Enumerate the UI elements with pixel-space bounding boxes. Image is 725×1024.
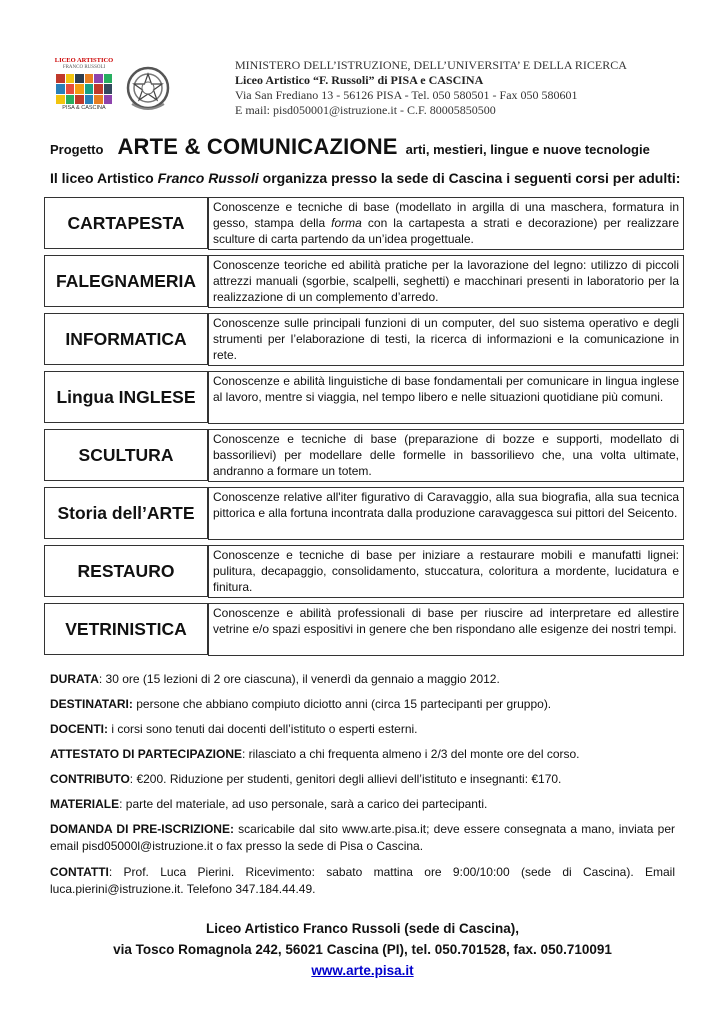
website-link[interactable]: www.arte.pisa.it [311, 963, 414, 978]
course-row [44, 197, 680, 249]
course-row [44, 603, 680, 655]
logo-text-top: LICEO ARTISTICO [54, 57, 114, 64]
logo-mosaic [56, 74, 112, 104]
info-contacts [50, 864, 675, 897]
info-label: CONTATTI [50, 865, 109, 879]
course-description: Conoscenze relative all'iter figurativo di Caravaggio, alla sua biografia, alla sua tecnica pittorica e alla fortuna incontrata dalla produzione caravaggesca sui pittori del Seicento. [208, 487, 684, 540]
course-desc-emphasis: forma [331, 216, 362, 231]
course-name: RESTAURO [44, 545, 208, 597]
title-main: ARTE & COMUNICAZIONE [117, 134, 398, 159]
info-label: DOCENTI: [50, 722, 108, 736]
info-materials [50, 796, 675, 813]
title-subtitle: arti, mestieri, lingue e nuove tecnologie [405, 142, 650, 157]
course-name: Storia dell’ARTE [44, 487, 208, 539]
info-text: : rilasciato a chi frequenta almeno i 2/3 del monte ore del corso. [242, 747, 580, 761]
info-duration [50, 671, 675, 688]
info-label: CONTRIBUTO [50, 772, 130, 786]
course-description: Conoscenze e abilità professionali di base per riuscire ad interpretare ed allestire vetrine e/o spazi espositivi in genere che ben rispondano alle esigenze dei nostri tempi. [208, 603, 684, 656]
info-text: : €200. Riduzione per studenti, genitori degli allievi dell’istituto e insegnanti: €170. [129, 772, 562, 786]
course-name: FALEGNAMERIA [44, 255, 208, 307]
course-description: Conoscenze sulle principali funzioni di un computer, del suo sistema operativo e degli strumenti per l’elaborazione di testi, la ricerca di informazioni e la comunicazione in rete. [208, 313, 684, 366]
school-name: Liceo Artistico “F. Russoli” di PISA e CASCINA [235, 73, 484, 87]
ministry-header [235, 58, 627, 118]
course-name: Lingua INGLESE [44, 371, 208, 423]
footer-school: Liceo Artistico Franco Russoli (sede di Cascina), [205, 921, 520, 936]
course-row [44, 313, 680, 365]
course-desc-text: Conoscenze e tecniche di base (modellato in argilla di una maschera, formatura in gesso, stampa della [213, 200, 679, 231]
info-teachers [50, 721, 675, 738]
info-text: persone che abbiano compiuto diciotto anni (circa 15 partecipanti per gruppo). [132, 697, 552, 711]
intro-school-name: Franco Russoli [157, 170, 259, 186]
info-fee [50, 771, 675, 788]
info-text: i corsi sono tenuti dai docenti dell’istituto o esperti esterni. [108, 722, 418, 736]
info-label: DOMANDA DI PRE-ISCRIZIONE: [50, 822, 234, 836]
course-row [44, 487, 680, 539]
course-name: VETRINISTICA [44, 603, 208, 655]
footer [50, 918, 675, 981]
info-text: : 30 ore (15 lezioni di 2 ore ciascuna), il venerdì da gennaio a maggio 2012. [98, 672, 500, 686]
course-description: Conoscenze teoriche ed abilità pratiche per la lavorazione del legno: utilizzo di piccoli attrezzi manuali (sgorbie, scalpelli, seghetti) e macchinari presenti in laboratorio per la realizzazione di un complemento d’arredo. [208, 255, 684, 308]
course-description: Conoscenze e tecniche di base per iniziare a restaurare mobili e manufatti lignei: pulitura, decapaggio, consolidamento, stuccatura, coloritura a mordente, lucidatura e finitura. [208, 545, 684, 598]
info-certificate [50, 746, 675, 763]
course-row [44, 429, 680, 481]
logo-text-sub: FRANCO RUSSOLI [62, 65, 106, 70]
course-row [44, 255, 680, 307]
title-prefix: Progetto [50, 142, 104, 157]
course-name: SCULTURA [44, 429, 208, 481]
info-text: scaricabile dal sito www.arte.pisa.it; deve essere consegnata a mano, inviata per email pisd05000l@istruzione.it o fax presso la sede di Pisa o Cascina. [50, 822, 675, 853]
info-label: DESTINATARI: [50, 697, 133, 711]
info-label: ATTESTATO DI PARTECIPAZIONE [50, 747, 242, 761]
intro-part1: Il liceo Artistico [50, 170, 158, 186]
info-text: : Prof. Luca Pierini. Ricevimento: sabato mattina ore 9:00/10:00 (sede di Cascina). Email luca.pierini@istruzione.it. Telefono 347.184.44.49. [50, 865, 675, 896]
page-title [50, 134, 680, 160]
info-audience [50, 696, 675, 713]
school-logo [52, 57, 116, 117]
course-description [208, 197, 684, 250]
course-description: Conoscenze e tecniche di base (preparazione di bozze e supporti, modellato di bassorilievi) per modellare delle formelle in bassorilievo che, una volta ultimate, andranno a formare un totem. [208, 429, 684, 482]
course-row [44, 545, 680, 597]
school-address: Via San Frediano 13 - 56126 PISA - Tel. 050 580501 - Fax 050 580601 [235, 88, 578, 102]
school-email: E mail: pisd050001@istruzione.it - C.F. 80005850500 [235, 103, 496, 117]
intro-part2: organizza presso la sede di Cascina i seguenti corsi per adulti: [258, 170, 681, 186]
course-description: Conoscenze e abilità linguistiche di base fondamentali per comunicare in lingua inglese al lavoro, mentre si viaggia, nel tempo libero e nelle situazioni quotidiane più comuni. [208, 371, 684, 424]
footer-address: via Tosco Romagnola 242, 56021 Cascina (PI), tel. 050.701528, fax. 050.710091 [113, 942, 612, 957]
course-name: INFORMATICA [44, 313, 208, 365]
course-desc-text-end: con la cartapesta a strati e decorazione) per realizzare sculture di carta partendo da un’idea progettuale. [213, 216, 679, 247]
intro-text [50, 170, 680, 186]
info-text: : parte del materiale, ad uso personale, sarà a carico dei partecipanti. [119, 797, 488, 811]
course-row [44, 371, 680, 423]
italian-emblem-icon [122, 64, 174, 114]
logo-text-bottom: PISA & CASCINA [62, 105, 106, 111]
course-name: CARTAPESTA [44, 197, 208, 249]
info-label: DURATA [50, 672, 99, 686]
info-label: MATERIALE [50, 797, 120, 811]
ministry-name: MINISTERO DELL’ISTRUZIONE, DELL’UNIVERSITA’ E DELLA RICERCA [235, 58, 627, 72]
info-preregistration [50, 821, 675, 854]
